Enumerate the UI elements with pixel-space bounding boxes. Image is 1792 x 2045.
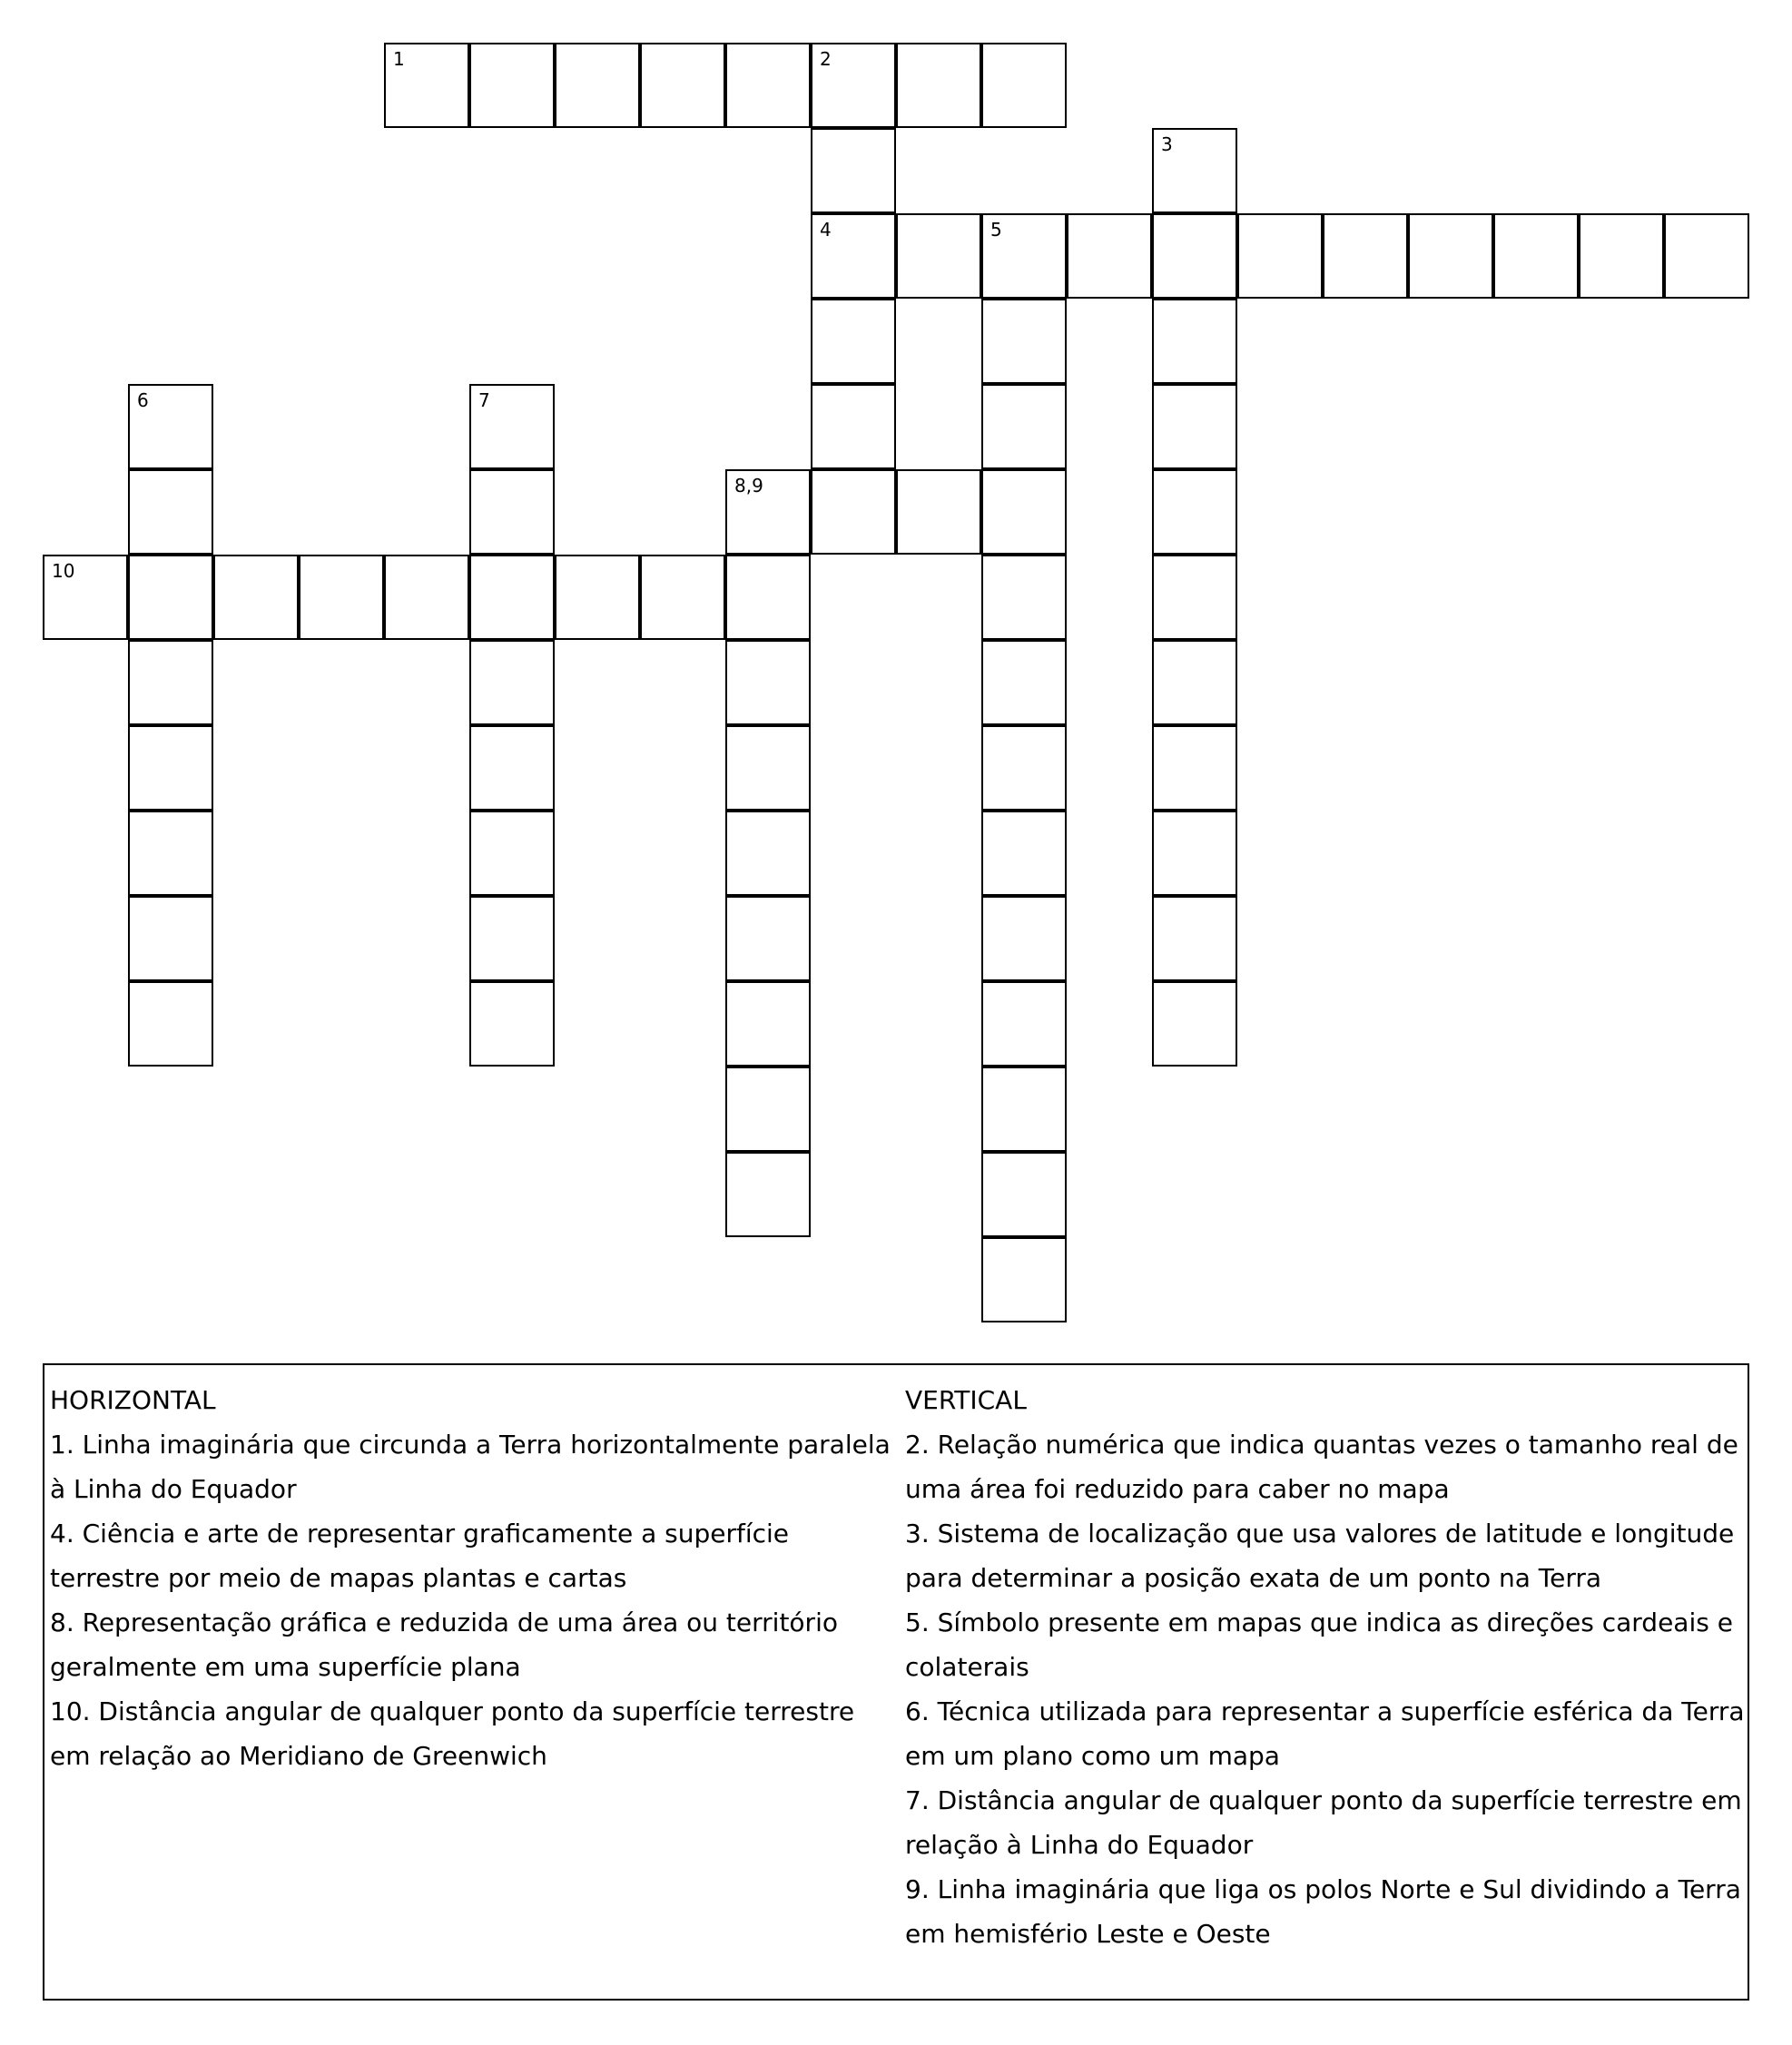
crossword-cell[interactable]	[1152, 299, 1237, 384]
crossword-cell[interactable]	[981, 981, 1067, 1067]
crossword-cell[interactable]	[128, 555, 213, 640]
cell-number: 6	[137, 389, 149, 411]
crossword-cell[interactable]	[469, 981, 555, 1067]
crossword-cell[interactable]	[981, 555, 1067, 640]
crossword-cell[interactable]	[1152, 811, 1237, 896]
horizontal-clues	[50, 1378, 894, 1778]
crossword-cell[interactable]	[981, 725, 1067, 811]
crossword-cell[interactable]	[981, 1237, 1067, 1322]
crossword-cell[interactable]	[1152, 725, 1237, 811]
crossword-cell[interactable]	[981, 43, 1067, 128]
crossword-cell[interactable]	[469, 555, 555, 640]
crossword-cell[interactable]	[1152, 469, 1237, 555]
crossword-cell[interactable]	[1579, 213, 1664, 299]
horizontal-clue-1: 1. Linha imaginária que circunda a Terra horizontalmente paralela à Linha do Equador	[50, 1430, 891, 1504]
crossword-cell[interactable]	[981, 640, 1067, 725]
horizontal-clue-10: 10. Distância angular de qualquer ponto da superfície terrestre em relação ao Meridiano de Greenwich	[50, 1696, 855, 1771]
crossword-cell[interactable]	[725, 981, 811, 1067]
crossword-cell[interactable]	[128, 725, 213, 811]
crossword-cell[interactable]	[1493, 213, 1579, 299]
crossword-cell[interactable]	[725, 725, 811, 811]
crossword-cell[interactable]	[981, 299, 1067, 384]
horizontal-clue-4: 4. Ciência e arte de representar graficamente a superfície terrestre por meio de mapas plantas e cartas	[50, 1519, 790, 1593]
crossword-cell[interactable]	[128, 896, 213, 981]
crossword-cell[interactable]	[128, 469, 213, 555]
cell-number: 3	[1161, 133, 1173, 155]
crossword-cell[interactable]	[725, 640, 811, 725]
crossword-cell[interactable]	[811, 43, 896, 128]
crossword-cell[interactable]	[725, 1152, 811, 1237]
crossword-cell[interactable]	[981, 213, 1067, 299]
vertical-clues	[905, 1378, 1745, 1956]
crossword-cell[interactable]	[981, 1067, 1067, 1152]
crossword-cell[interactable]	[469, 43, 555, 128]
crossword-cell[interactable]	[1152, 896, 1237, 981]
crossword-cell[interactable]	[811, 213, 896, 299]
crossword-cell[interactable]	[1323, 213, 1408, 299]
crossword-cell[interactable]	[1152, 555, 1237, 640]
vertical-heading: VERTICAL	[905, 1385, 1027, 1415]
crossword-cell[interactable]	[384, 555, 469, 640]
crossword-cell[interactable]	[896, 43, 981, 128]
crossword-cell[interactable]	[469, 725, 555, 811]
crossword-cell[interactable]	[725, 43, 811, 128]
cell-number: 8,9	[734, 475, 763, 497]
crossword-cell[interactable]	[1067, 213, 1152, 299]
cell-number: 2	[820, 48, 832, 70]
vertical-clue-7: 7. Distância angular de qualquer ponto da superfície terrestre em relação à Linha do Equador	[905, 1785, 1742, 1860]
crossword-cell[interactable]	[896, 469, 981, 555]
crossword-cell[interactable]	[128, 811, 213, 896]
crossword-cell[interactable]	[1152, 384, 1237, 469]
crossword-cell[interactable]	[469, 469, 555, 555]
vertical-clue-6: 6. Técnica utilizada para representar a superfície esférica da Terra em um plano como um mapa	[905, 1696, 1745, 1771]
crossword-cell[interactable]	[811, 299, 896, 384]
crossword-cell[interactable]	[1152, 213, 1237, 299]
crossword-cell[interactable]	[640, 555, 725, 640]
crossword-cell[interactable]	[1152, 128, 1237, 213]
horizontal-clue-8: 8. Representação gráfica e reduzida de uma área ou território geralmente em uma superfície plana	[50, 1607, 838, 1682]
crossword-cell[interactable]	[555, 555, 640, 640]
clues-box	[43, 1363, 1749, 2001]
cell-number: 1	[393, 48, 405, 70]
crossword-cell[interactable]	[43, 555, 128, 640]
cell-number: 7	[478, 389, 490, 411]
crossword-cell[interactable]	[725, 896, 811, 981]
crossword-cell[interactable]	[1152, 640, 1237, 725]
crossword-cell[interactable]	[981, 1152, 1067, 1237]
crossword-cell[interactable]	[213, 555, 299, 640]
crossword-cell[interactable]	[981, 469, 1067, 555]
crossword-cell[interactable]	[725, 555, 811, 640]
crossword-cell[interactable]	[725, 469, 811, 555]
crossword-cell[interactable]	[981, 384, 1067, 469]
crossword-cell[interactable]	[1237, 213, 1323, 299]
vertical-clue-5: 5. Símbolo presente em mapas que indica as direções cardeais e colaterais	[905, 1607, 1733, 1682]
crossword-cell[interactable]	[640, 43, 725, 128]
crossword-cell[interactable]	[981, 811, 1067, 896]
crossword-cell[interactable]	[811, 128, 896, 213]
crossword-cell[interactable]	[469, 384, 555, 469]
crossword-cell[interactable]	[128, 384, 213, 469]
vertical-clue-2: 2. Relação numérica que indica quantas vezes o tamanho real de uma área foi reduzido para caber no mapa	[905, 1430, 1738, 1504]
crossword-cell[interactable]	[384, 43, 469, 128]
crossword-cell[interactable]	[981, 896, 1067, 981]
vertical-clue-9: 9. Linha imaginária que liga os polos Norte e Sul dividindo a Terra em hemisfério Leste e Oeste	[905, 1874, 1741, 1949]
crossword-cell[interactable]	[469, 896, 555, 981]
cell-number: 10	[52, 560, 75, 582]
crossword-cell[interactable]	[469, 811, 555, 896]
crossword-cell[interactable]	[1408, 213, 1493, 299]
cell-number: 4	[820, 219, 832, 241]
crossword-cell[interactable]	[128, 981, 213, 1067]
crossword-cell[interactable]	[896, 213, 981, 299]
crossword-cell[interactable]	[555, 43, 640, 128]
crossword-cell[interactable]	[1664, 213, 1749, 299]
crossword-cell[interactable]	[1152, 981, 1237, 1067]
horizontal-heading: HORIZONTAL	[50, 1385, 216, 1415]
vertical-clue-3: 3. Sistema de localização que usa valores de latitude e longitude para determinar a posição exata de um ponto na Terra	[905, 1519, 1735, 1593]
crossword-cell[interactable]	[725, 811, 811, 896]
crossword-cell[interactable]	[811, 384, 896, 469]
crossword-cell[interactable]	[128, 640, 213, 725]
crossword-cell[interactable]	[725, 1067, 811, 1152]
crossword-cell[interactable]	[811, 469, 896, 555]
crossword-cell[interactable]	[299, 555, 384, 640]
cell-number: 5	[990, 219, 1002, 241]
crossword-cell[interactable]	[469, 640, 555, 725]
